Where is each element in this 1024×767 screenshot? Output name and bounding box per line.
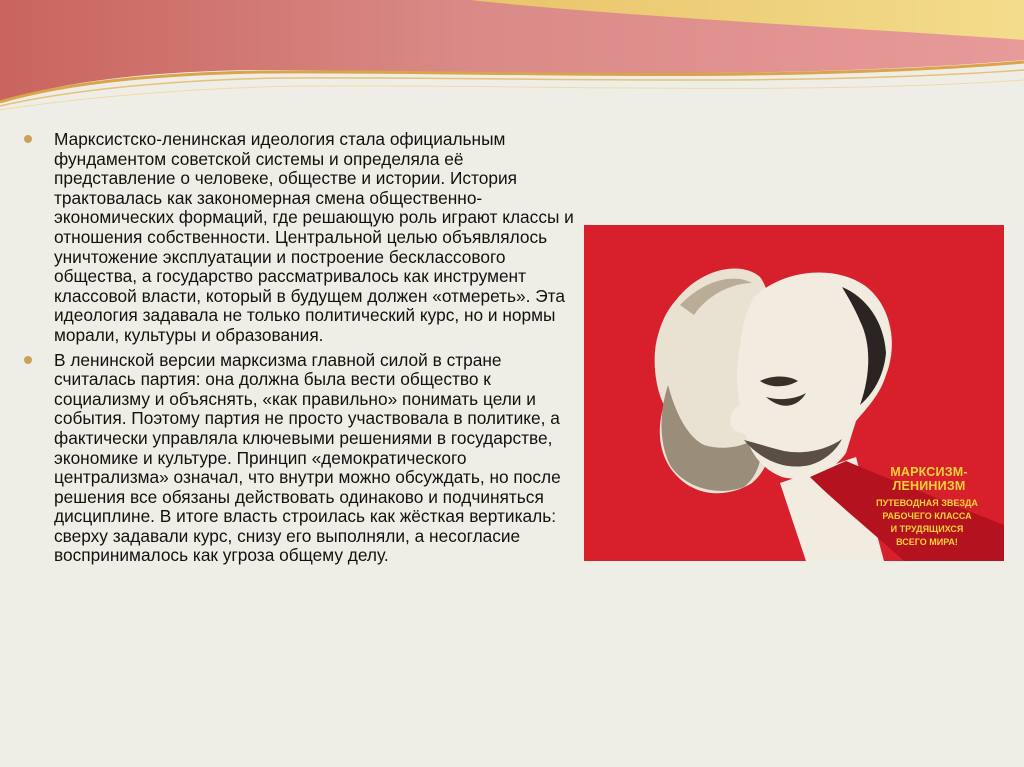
- poster-slogan: [852, 497, 1002, 549]
- poster-slogan-line: И ТРУДЯЩИХСЯ: [890, 524, 964, 534]
- bullet-dot-icon: [24, 135, 32, 143]
- bullet-item: [24, 351, 584, 567]
- poster-slogan-line: ПУТЕВОДНАЯ ЗВЕЗДА: [876, 498, 978, 508]
- poster-heading: МАРКСИЗМ-ЛЕНИНИЗМ: [890, 465, 968, 493]
- bullet-item: [24, 130, 584, 346]
- bullet-text: В ленинской версии марксизма главной силой в стране считалась партия: она должна была вести общество к социализму и объяснять, «как правильно» понимать цели и события. Поэтому партия не просто участвовала в политике, а фактически управляла ключевыми решениями в государстве, экономике и культуре. Принцип «демократического централизма» означал, что внутри можно обсуждать, но после решения все обязаны действовать одинаково и подчиняться дисциплине. В итоге власть строилась как жёсткая вертикаль: сверху задавали курс, снизу его выполняли, а несогласие воспринималось как угроза общему делу.: [54, 349, 561, 566]
- bullet-dot-icon: [24, 356, 32, 364]
- poster-slogan-line: ВСЕГО МИРА!: [896, 537, 958, 547]
- bullet-text: Марксистско-ленинская идеология стала официальным фундаментом советской системы и определяла её представление о человеке, обществе и истории. История трактовалась как закономерная смена общественно-экономических формаций, где решающую роль играют классы и отношения собственности. Центральной целью объявлялось уничтожение эксплуатации и построение бесклассового общества, а государство рассматривалось как инструмент классовой власти, который в будущем должен «отмереть». Эта идеология задавала не только политический курс, но и нормы морали, культуры и образования.: [54, 129, 574, 345]
- bullet-list: [24, 130, 584, 571]
- header-wave-decoration: [0, 0, 1024, 120]
- poster-image: [584, 225, 1004, 561]
- poster-slogan-line: РАБОЧЕГО КЛАССА: [882, 511, 972, 521]
